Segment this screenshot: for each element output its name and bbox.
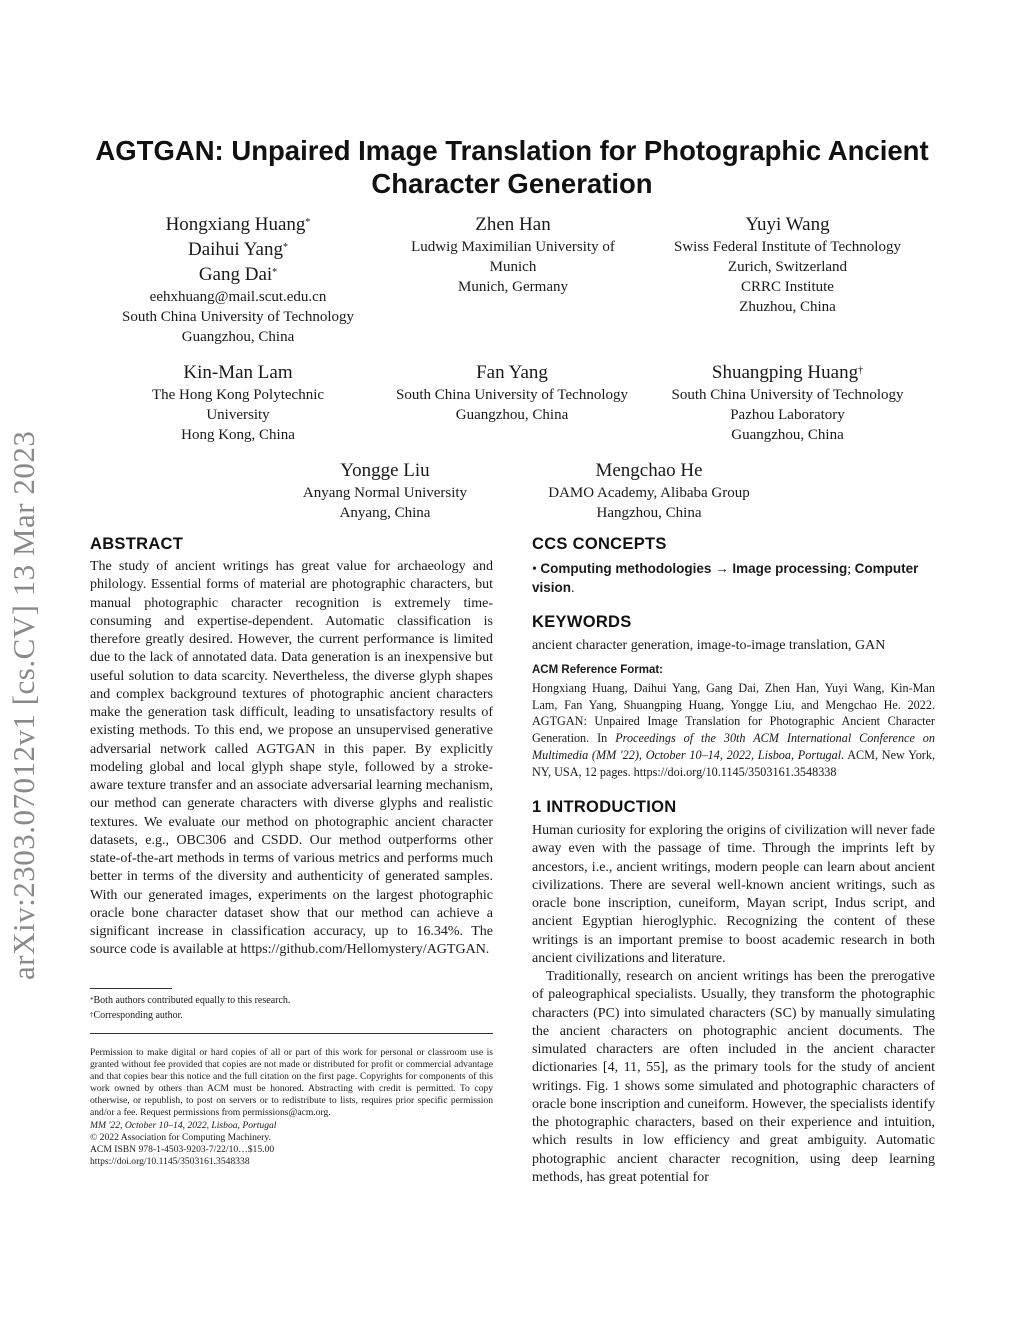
permission-text: Permission to make digital or hard copies of all or part of this work for personal or classroom use is granted without fee provided that copies are not made or distributed for profit or commercial advantage and that copies bear this notice and the full citation on the first page. Copyrights for components of this work owned by others than ACM must be honored. Abstracting with credit is permitted. To copy otherwise, or republish, to post on servers or to redistribute to lists, requires prior specific permission and/or a fee. Request permissions from permissions@acm.org. [90, 1047, 493, 1119]
author-affiliation: Pazhou Laboratory [730, 407, 845, 423]
footnote-equal-contribution: *Both authors contributed equally to this research. [90, 995, 291, 1006]
author-name: Hongxiang Huang* [165, 214, 311, 235]
author-affiliation: Anyang Normal University [302, 485, 468, 501]
abstract-text [90, 558, 493, 960]
author-affiliation: The Hong Kong Polytechnic [151, 387, 325, 403]
author-affiliation: University [206, 407, 270, 423]
copyright-line: © 2022 Association for Computing Machinery. [90, 1131, 271, 1143]
author-affiliation: Swiss Federal Institute of Technology [674, 239, 901, 255]
footnote-corresponding: †Corresponding author. [90, 1010, 183, 1021]
author-affiliation: DAMO Academy, Alibaba Group [548, 485, 750, 501]
author-block-han [383, 212, 643, 297]
author-affiliation: South China University of Technology [122, 309, 354, 325]
author-location: Anyang, China [339, 505, 431, 521]
author-block-wang [650, 212, 925, 317]
author-name: Fan Yang [476, 362, 548, 383]
author-name: Mengchao He [595, 460, 703, 481]
ccs-concept-computer-vision: Computer vision [532, 561, 919, 595]
doi-link[interactable]: https://doi.org/10.1145/3503161.3548338 [90, 1155, 250, 1167]
author-location: Munich, Germany [458, 279, 568, 295]
author-location: Guangzhou, China [731, 427, 844, 443]
author-block-lam [100, 360, 376, 445]
venue-line: MM '22, October 10–14, 2022, Lisboa, Portugal [90, 1119, 277, 1131]
author-location: Guangzhou, China [181, 329, 295, 345]
isbn-line: ACM ISBN 978-1-4503-9203-7/22/10…$15.00 [90, 1143, 275, 1155]
author-block-fan-yang [376, 360, 648, 425]
author-name: Zhen Han [475, 214, 551, 235]
footnotes [90, 994, 493, 1022]
ccs-concept-image-processing: Image processing [732, 561, 848, 576]
author-location: Hangzhou, China [596, 505, 702, 521]
reference-heading: ACM Reference Format: [532, 664, 663, 676]
keywords-heading: KEYWORDS [532, 613, 632, 631]
author-affiliation: CRRC Institute [741, 279, 834, 295]
author-location: Hong Kong, China [181, 427, 295, 443]
intro-paragraph-2: Traditionally, research on ancient writings has been the prerogative of paleographical specialists. Usually, they transform the photographic characters (PC) into simulated characters (SC) by manually simulating the ancient characters on photographic ancient documents. The simulated characters are often included in the ancient character dictionaries [4, 11, 55], as the primary tools for the study of ancient writings. Fig. 1 shows some simulated and photographic characters of oracle bone inscription and cuneiform. However, the specialists identify the photographic characters, based on their experience and intuition, which results in low efficiency and great ambiguity. Automatic photographic ancient character recognition, using deep learning methods, has great potential for [532, 969, 935, 1185]
author-affiliation: South China University of Technology [671, 387, 904, 403]
author-name: Gang Dai* [198, 264, 278, 285]
abstract-heading: ABSTRACT [90, 535, 184, 553]
title-line-2: Character Generation [371, 168, 653, 199]
title-line-1: AGTGAN: Unpaired Image Translation for Photographic Ancient [95, 135, 929, 166]
author-block-huang-yang-dai [100, 212, 376, 347]
author-name: Kin-Man Lam [183, 362, 293, 383]
author-affiliation: Ludwig Maximilian University of [411, 239, 615, 255]
author-location: Zhuzhou, China [739, 299, 836, 315]
author-name: Yuyi Wang [745, 214, 830, 235]
author-name: Daihui Yang* [187, 239, 288, 260]
introduction-heading: 1 INTRODUCTION [532, 798, 677, 816]
author-affiliation: Munich [489, 259, 537, 275]
abstract-paragraph: The study of ancient writings has great value for archaeology and philology. Essential forms of material are photographic characters, but manual photographic character recognition is extremely time-consuming and expertise-dependent. Automatic classification is therefore greatly desired. However, the current performance is limited due to the lack of annotated data. Data generation is an inexpensive but useful solution to data scarcity. Nevertheless, the diverse glyph shapes and complex background textures of photographic ancient characters make the generation task difficult, leading to unsatisfactory results of existing methods. To this end, we propose an unsupervised generative adversarial network called AGTGAN in this paper. By explicitly modeling global and local glyph shape style, followed by a stroke-aware texture transfer and an associate adversarial learning mechanism, our method can generate characters with diverse glyphs and realistic textures. We evaluate our method on photographic ancient character datasets, e.g., OBC306 and CSDD. Our method outperforms other state-of-the-art methods in terms of various metrics and performs much better in terms of the diversity and authenticity of generated samples. With our generated images, experiments on the largest photographic oracle bone character dataset show that our method can achieve a significant increase in classification accuracy, up to 16.34%. The source code is available at https://github.com/Hellomystery/AGTGAN. [90, 559, 493, 958]
author-name: Shuangping Huang† [711, 362, 864, 383]
reference-text: Hongxiang Huang, Daihui Yang, Gang Dai, Zhen Han, Yuyi Wang, Kin-Man Lam, Fan Yang, Shuangping Huang, Yongge Liu, and Mengchao He. 2022. AGTGAN: Unpaired Image Translation for Photographic Ancient Character Generation. In Proceedings of the 30th ACM International Conference on Multimedia (MM '22), October 10–14, 2022, Lisboa, Portugal. ACM, New York, NY, USA, 12 pages. https://doi.org/10.1145/3503161.3548338 [532, 681, 935, 779]
ccs-concept-computing: Computing methodologies [540, 561, 712, 576]
footnote-rule [90, 988, 172, 989]
author-block-shuangping-huang [650, 360, 925, 445]
introduction-text [532, 822, 935, 1187]
author-name: Yongge Liu [340, 460, 430, 481]
ccs-concepts: • Computing methodologies → Image processing; Computer vision. [532, 561, 919, 596]
arxiv-watermark: arXiv:2303.07012v1 [cs.CV] 13 Mar 2023 [6, 430, 41, 980]
author-affiliation: South China University of Technology [396, 387, 628, 403]
author-location: Zurich, Switzerland [727, 259, 848, 275]
paper-title [80, 134, 944, 200]
permission-block [90, 1047, 493, 1168]
intro-paragraph-1: Human curiosity for exploring the origins of civilization will never fade away even with the passage of time. Through the imprints left by ancestors, i.e., ancient writings, modern people can learn about ancient civilizations. There are several well-known ancient writings, such as oracle bone inscription, cuneiform, Mayan script, Indus script, and ancient Egyptian hieroglyphic. Recognizing the content of these writings is an important premise to boost academic research in both ancient civilizations and literature. [532, 823, 935, 966]
permission-rule [90, 1033, 493, 1034]
author-block-liu [260, 458, 510, 523]
author-block-he [520, 458, 778, 523]
keywords-text: ancient character generation, image-to-image translation, GAN [532, 638, 886, 653]
ccs-heading: CCS CONCEPTS [532, 535, 667, 553]
author-email: eehxhuang@mail.scut.edu.cn [149, 289, 327, 305]
author-location: Guangzhou, China [455, 407, 569, 423]
